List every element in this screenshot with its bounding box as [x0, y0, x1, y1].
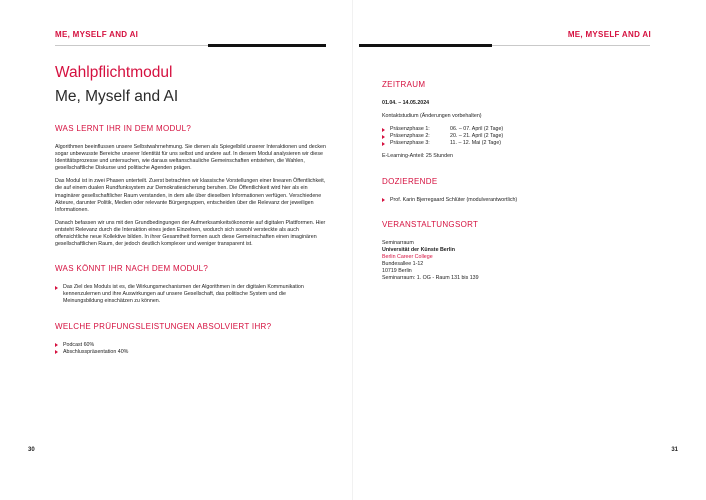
- bullet-triangle-icon: [382, 128, 385, 132]
- bullet-list: [55, 284, 327, 305]
- header-rule-black: [359, 44, 492, 47]
- left-content: [55, 124, 327, 356]
- section-heading-zeitraum: ZEITRAUM: [382, 80, 426, 89]
- venue-university: Universität der Künste Berlin: [382, 246, 455, 253]
- right-page: [353, 0, 698, 500]
- paragraph: Algorithmen beeinflussen unsere Selbstwahrnehmung. Sie dienen als Spiegelbild unserer Interaktionen und decken sogar unbewusste Bereiche unserer Identität für uns selbst und andere auf. In diesem Modul analysieren wir diese Identitätsprozesse und untersuchen, wie daraus weltanschauliche Gemeinschaften entstehen, die Wahlen, gesellschaftliche Diskurse und politische Agenden prägen.: [55, 144, 326, 172]
- header-rule-black: [208, 44, 326, 47]
- bullet-triangle-icon: [55, 343, 58, 347]
- list-item: Prof. Karin Bjerregaard Schlüter (modulverantwortlich): [382, 197, 652, 204]
- schedule-note: Kontaktstudium (Änderungen vorbehalten): [382, 113, 482, 120]
- section-heading-exam: WELCHE PRÜFUNGSLEISTUNGEN ABSOLVIERT IHR?: [55, 321, 272, 331]
- paragraph: Danach befassen wir uns mit den Grundbedingungen der Aufmerksamkeitsökonomie auf digitalen Plattformen. Hier entsteht Relevanz durch die Interaktion eines jeden Einzelnen, wodurch sich sowohl versteckte als auch offensichtliche neue Kollektive bilden. In ihrer Gesamtheit formen auch diese Gemeinschaften einen imaginären gesellschaftlichen Raum, der jedoch deutlich komplexer und weniger transparent ist.: [55, 219, 326, 248]
- paragraph: Das Modul ist in zwei Phasen unterteilt. Zuerst betrachten wir klassische Vorstellungen einer linearen Öffentlichkeit, die auf einem dualen Rundfunksystem zur Demokratiesicherung beruhen. Die Öffentlichkeit wird hier als ein imaginärer gesellschaftlicher Raum verstanden, in dem alle über dieselben Informationen verfügen. Verschiedene Akteure, darunter Politik, Medien oder relevante Bürgergruppen, entscheiden über die Relevanz der jeweiligen Informationen.: [55, 178, 326, 213]
- section-heading-can: WAS KÖNNT IHR NACH DEM MODUL?: [55, 264, 209, 274]
- venue-room: Seminarraum: [382, 239, 414, 246]
- bullet-triangle-icon: [55, 350, 58, 354]
- elearning-hours: E-Learning-Anteil: 25 Stunden: [382, 153, 453, 160]
- left-page: [8, 0, 353, 500]
- venue-college: Berlin Career College: [382, 253, 433, 260]
- venue-room-detail: Seminarraum: 1. OG - Raum 131 bis 139: [382, 275, 479, 282]
- page-number: 30: [28, 447, 35, 453]
- header-rule-grey: [492, 45, 650, 46]
- list-item: Das Ziel des Moduls ist es, die Wirkungsmechanismen der Algorithmen in der digitalen Kommunikation kennenzulernen und ihre Auswirkungen auf unsere Gesellschaft, das politische System und die Meinungsbildung einschätzen zu können.: [55, 284, 327, 305]
- bullet-triangle-icon: [382, 198, 385, 202]
- list-item: Abschlusspräsentation 40%: [55, 349, 327, 356]
- bullet-list: [55, 342, 327, 356]
- list-item: Präsenzphase 3: 11. – 12. Mai (2 Tage): [382, 140, 652, 147]
- list-item: Podcast 60%: [55, 342, 327, 349]
- running-head: ME, MYSELF AND AI: [55, 30, 139, 39]
- venue-street: Bundesallee 1-12: [382, 260, 424, 267]
- bullet-triangle-icon: [382, 135, 385, 139]
- module-title: Me, Myself and AI: [55, 88, 179, 105]
- phase-list: [382, 126, 652, 147]
- bullet-triangle-icon: [55, 286, 58, 290]
- bullet-triangle-icon: [382, 142, 385, 146]
- section-heading-dozierende: DOZIERENDE: [382, 176, 438, 186]
- lecturer-list: [382, 197, 652, 204]
- right-content: [382, 80, 652, 282]
- page-number: 31: [671, 447, 678, 453]
- section-heading-learn: WAS LERNT IHR IN DEM MODUL?: [55, 124, 192, 133]
- list-item: Präsenzphase 1: 06. – 07. April (2 Tage): [382, 126, 652, 133]
- venue-city: 10719 Berlin: [382, 268, 412, 275]
- module-type-title: Wahlpflichtmodul: [55, 64, 173, 81]
- list-item: Präsenzphase 2: 20. – 21. April (2 Tage): [382, 133, 652, 140]
- section-heading-ort: VERANSTALTUNGSORT: [382, 219, 479, 229]
- running-head: ME, MYSELF AND AI: [567, 30, 651, 39]
- date-range: 01.04. – 14.05.2024: [382, 100, 430, 106]
